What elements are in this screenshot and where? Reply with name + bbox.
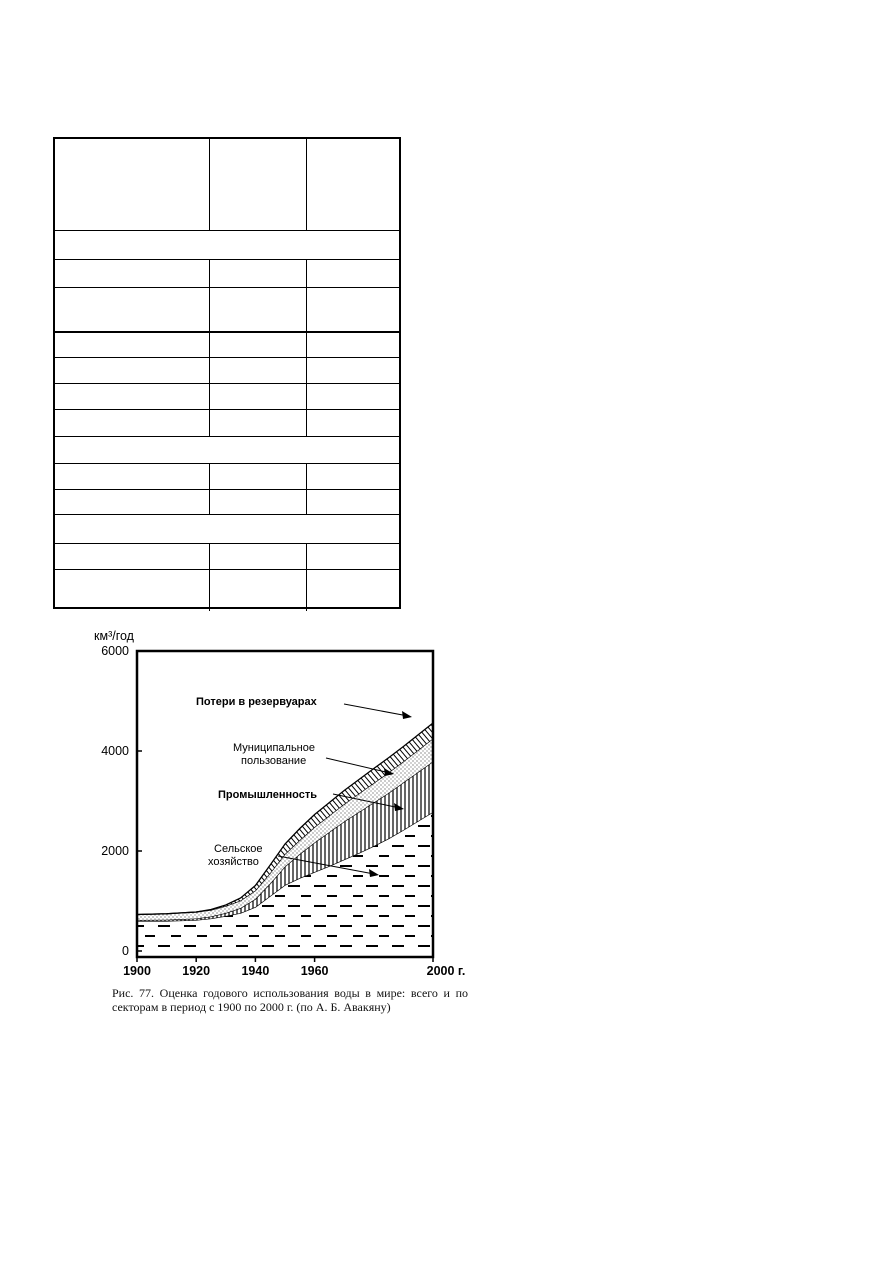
y-tick-label: 2000	[101, 844, 129, 858]
y-axis-label: км³/год	[94, 629, 134, 643]
annotation-municipal: Муниципальное пользование	[233, 742, 315, 767]
x-tick-label: 1900	[123, 964, 151, 978]
x-tick-label: 1920	[182, 964, 211, 978]
annotation-agriculture: Сельское хозяйство	[208, 843, 263, 868]
y-tick-label: 6000	[101, 644, 129, 658]
x-ticks	[123, 957, 465, 978]
annotation-industry: Промышленность	[218, 789, 317, 801]
x-tick-label: 1940	[241, 964, 270, 978]
y-tick-label: 0	[122, 944, 129, 958]
annotation-arrowhead	[402, 711, 412, 719]
annotation-reservoir-losses: Потери в резервуарах	[196, 696, 317, 708]
y-tick-label: 4000	[101, 744, 129, 758]
figure-caption: Рис. 77. Оценка годового использования воды в мире: всего и по секторам в период с 1900 по 2000 г. (по А. Б. Авакяну)	[112, 986, 468, 1014]
x-tick-label: 1960	[300, 964, 329, 978]
annotation-arrow	[344, 704, 408, 716]
x-tick-label: 2000 г.	[426, 964, 466, 978]
